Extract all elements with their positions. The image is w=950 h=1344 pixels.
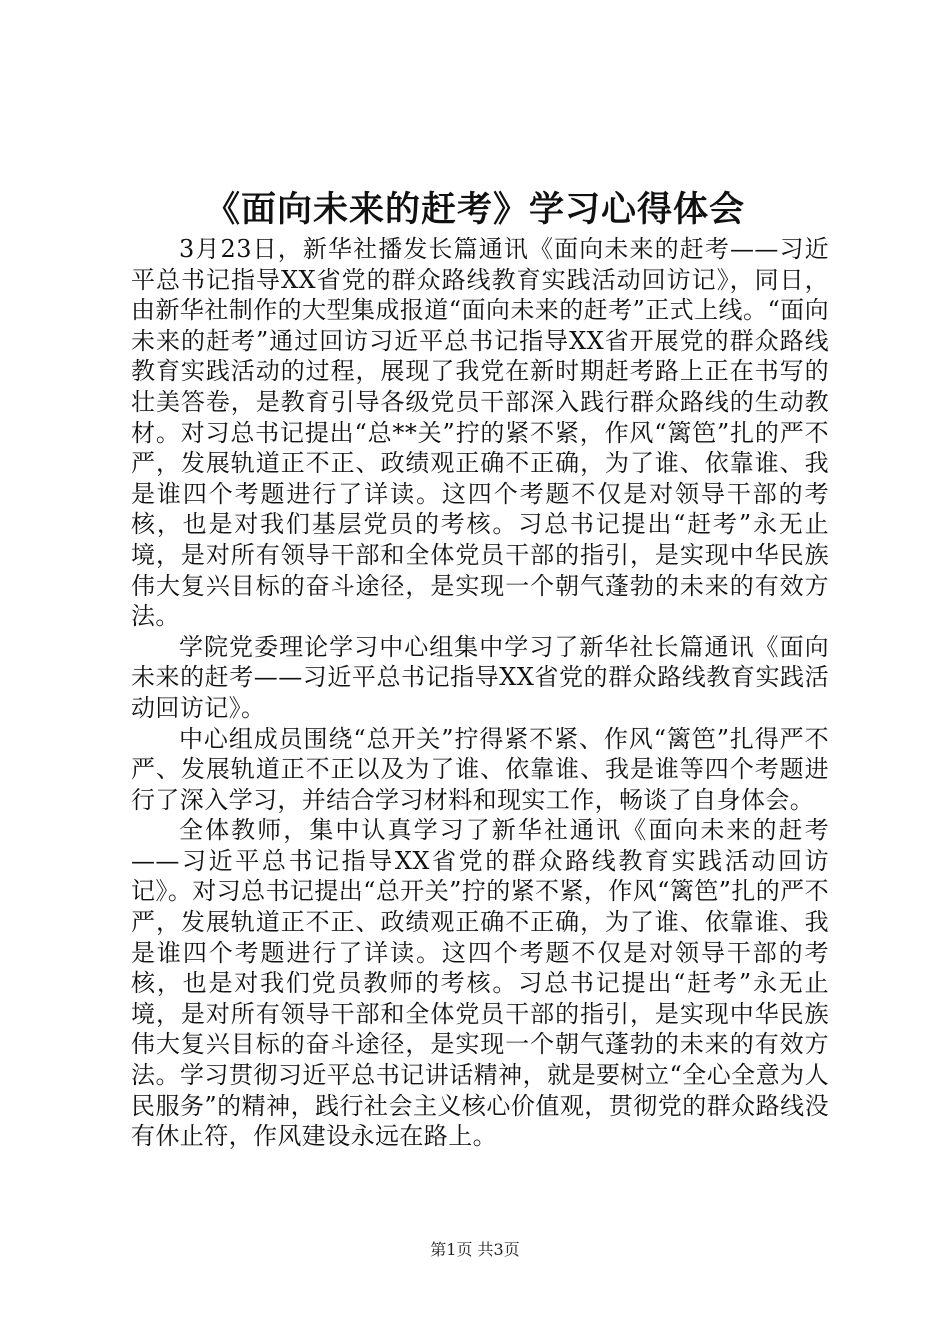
paragraph-4: 全体教师，集中认真学习了新华社通讯《面向未来的赶考——习近平总书记指导XX省党的群众路线教育实践活动回访记》。对习总书记提出“总开关”拧的紧不紧，作风“篱笆”扎的严不严，发展轨道正不正、政绩观正确不正确，为了谁、依靠谁、我是谁四个考题进行了详读。这四个考题不仅是对领导干部的考核，也是对我们党员教师的考核。习总书记提出“赶考”永无止境，是对所有领导干部和全体党员干部的指引，是实现中华民族伟大复兴目标的奋斗途径，是实现一个朝气蓬勃的未来的有效方法。学习贯彻习近平总书记讲话精神，就是要树立“全心全意为人民服务”的精神，践行社会主义核心价值观，贯彻党的群众路线没有休止符，作风建设永远在路上。 [131, 816, 829, 1151]
paragraph-3: 中心组成员围绕“总开关”拧得紧不紧、作风“篱笆”扎得严不严、发展轨道正不正以及为了谁、依靠谁、我是谁等四个考题进行了深入学习，并结合学习材料和现实工作，畅谈了自身体会。 [131, 724, 829, 814]
page-number-footer: 第1页 共3页 [430, 1240, 520, 1259]
document-title: 《面向未来的赶考》学习心得体会 [204, 189, 745, 230]
document-body [131, 234, 829, 1152]
paragraph-2: 学院党委理论学习中心组集中学习了新华社长篇通讯《面向未来的赶考——习近平总书记指导XX省党的群众路线教育实践活动回访记》。 [131, 632, 829, 722]
paragraph-1: 3月23日，新华社播发长篇通讯《面向未来的赶考——习近平总书记指导XX省党的群众路线教育实践活动回访记》，同日，由新华社制作的大型集成报道“面向未来的赶考”正式上线。“面向未来的赶考”通过回访习近平总书记指导XX省开展党的群众路线教育实践活动的过程，展现了我党在新时期赶考路上正在书写的壮美答卷，是教育引导各级党员干部深入践行群众路线的生动教材。对习总书记提出“总**关”拧的紧不紧，作风“篱笆”扎的严不严，发展轨道正不正、政绩观正确不正确，为了谁、依靠谁、我是谁四个考题进行了详读。这四个考题不仅是对领导干部的考核，也是对我们基层党员的考核。习总书记提出“赶考”永无止境，是对所有领导干部和全体党员干部的指引，是实现中华民族伟大复兴目标的奋斗途径，是实现一个朝气蓬勃的未来的有效方法。 [131, 235, 829, 631]
